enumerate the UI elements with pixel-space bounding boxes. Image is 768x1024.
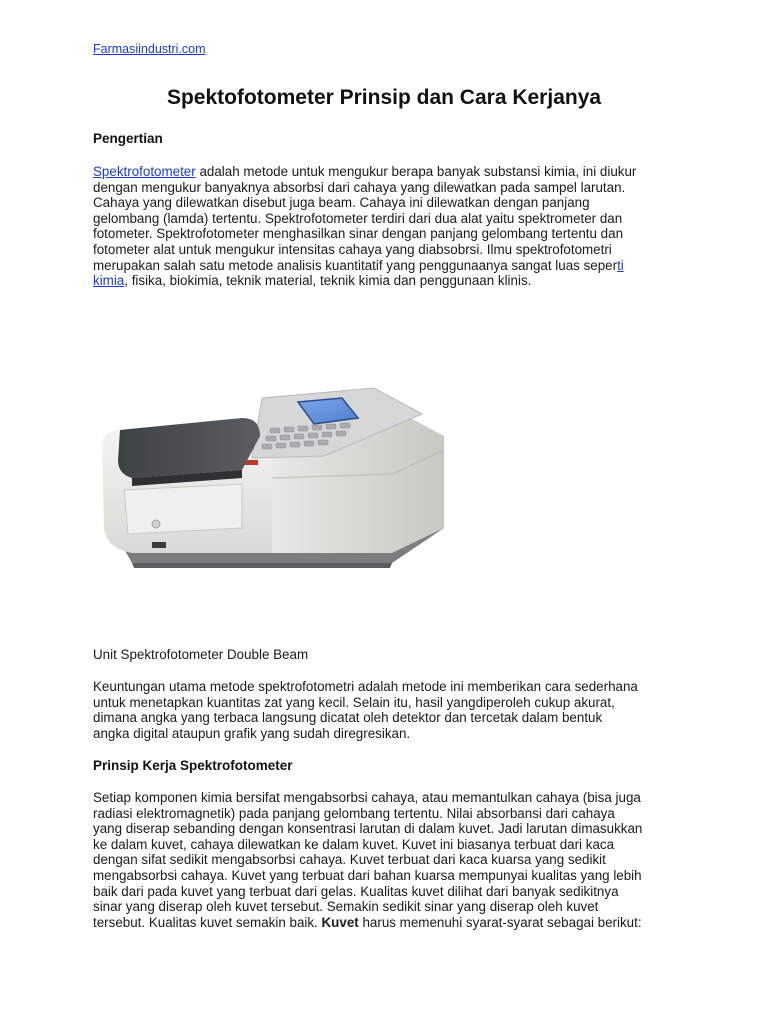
text-line: Keuntungan utama metode spektrofotometri adalah metode ini memberikan cara sederhana	[93, 679, 638, 694]
text-line: angka digital ataupun grafik yang sudah diregresikan.	[93, 725, 411, 741]
kuvet-bold-term: Kuvet	[321, 914, 359, 930]
text-line	[93, 258, 693, 274]
text-span: merupakan salah satu metode analisis kuantitatif yang penggunaanya sangat luas seper	[93, 257, 618, 273]
ti-link[interactable]: ti	[617, 257, 624, 273]
spektrofotometer-link[interactable]: Spektrofotometer	[93, 164, 196, 179]
text-line: radiasi elektromagnetik) pada panjang gelombang tertentu. Nilai absorbansi dari cahaya	[93, 805, 615, 821]
text-line: dengan sifat sedikit mengabsorbsi cahaya. Kuvet terbuat dari kaca kuarsa yang sedikit	[93, 852, 606, 868]
text-span: adalah metode untuk mengukur berapa banyak substansi kimia, ini diukur	[199, 164, 637, 179]
text-line: Cahaya yang dilewatkan disebut juga beam. Cahaya ini dilewatkan dengan panjang	[93, 195, 590, 211]
text-line: mengabsorbsi cahaya. Kuvet yang terbuat dari bahan kuarsa mempunyai kualitas yang lebih	[93, 867, 642, 883]
text-line: baik dari pada kuvet yang terbuat dari gelas. Kualitas kuvet dilihat dari banyak sedikitnya	[93, 883, 619, 899]
text-line: dengan mengukur banyaknya absorbsi dari cahaya yang dilewatkan pada sampel larutan.	[93, 179, 626, 195]
text-line: fotometer. Spektrofotometer menghasilkan sinar dengan panjang gelombang tertentu dan	[93, 226, 624, 242]
text-line	[93, 164, 693, 180]
text-line: untuk menetapkan kuantitas zat yang kecil. Selain itu, hasil yangdiperoleh cukup akurat,	[93, 694, 615, 710]
paragraph-pengertian	[93, 164, 693, 289]
text-line: dimana angka yang terbaca langsung dicatat oleh detektor dan tercetak dalam bentuk	[93, 710, 603, 726]
kimia-link[interactable]: kimia	[93, 273, 125, 289]
text-line	[93, 273, 693, 289]
paragraph-keuntungan	[93, 679, 693, 741]
text-line: gelombang (lamda) tertentu. Spektrofotometer terdiri dari dua alat yaitu spektrometer dan	[93, 210, 623, 226]
text-line	[93, 915, 693, 931]
spektrofotometer-device-image	[92, 378, 462, 583]
page-title: Spektofotometer Prinsip dan Cara Kerjanya	[166, 86, 602, 109]
site-link[interactable]: Farmasiindustri.com	[93, 42, 206, 56]
section-heading-pengertian: Pengertian	[93, 131, 163, 146]
text-line: fotometer alat untuk mengukur intensitas cahaya yang diabsobrsi. Ilmu spektrofotometri	[93, 241, 612, 257]
figure-caption: Unit Spektrofotometer Double Beam	[93, 647, 309, 662]
paragraph-prinsip-kerja	[93, 790, 693, 930]
section-heading-prinsip-kerja: Prinsip Kerja Spektrofotometer	[93, 758, 293, 773]
text-line: sinar yang diserap oleh kuvet tersebut. Semakin sedikit sinar yang diserap oleh kuvet	[93, 899, 599, 915]
text-span: tersebut. Kualitas kuvet semakin baik.	[93, 914, 318, 930]
text-line: ke dalam kuvet, cahaya dilewatkan ke dalam kuvet. Kuvet ini biasanya terbuat dari kaca	[93, 836, 615, 852]
text-span: , fisika, biokimia, teknik material, teknik kimia dan penggunaan klinis.	[124, 273, 532, 289]
text-line: Setiap komponen kimia bersifat mengabsorbsi cahaya, atau memantulkan cahaya (bisa juga	[93, 790, 641, 805]
text-span: harus memenuhi syarat-syarat sebagai berikut:	[362, 914, 642, 930]
text-line: yang diserap sebanding dengan konsentrasi larutan di dalam kuvet. Jadi larutan dimasukkan	[93, 821, 643, 837]
